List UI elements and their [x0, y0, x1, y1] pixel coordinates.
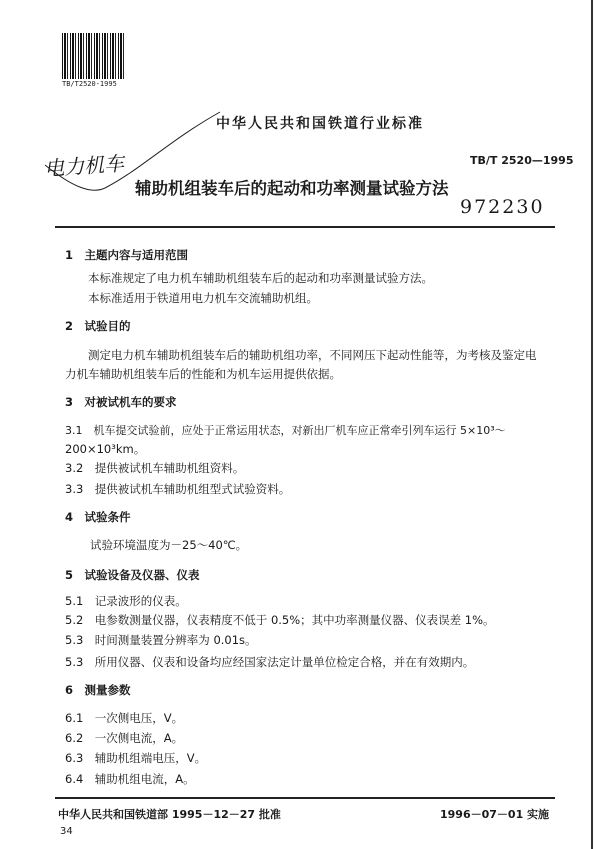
header-rule	[55, 226, 555, 228]
section-4-heading: 4 试验条件	[65, 510, 131, 524]
section-3-line: 200×10³km。	[65, 442, 146, 456]
approval-date: 中华人民共和国铁道部 1995－12－27 批准	[58, 808, 281, 821]
page-number: 34	[60, 826, 73, 837]
section-6-line: 6.1 一次侧电压，V。	[65, 711, 184, 725]
document-title: 辅助机组装车后的起动和功率测量试验方法	[135, 179, 449, 198]
section-3-line: 3.1 机车提交试验前，应处于正常运用状态，对新出厂机车应正常牵引列车运行 5×10³～	[65, 424, 506, 437]
section-3-heading: 3 对被试机车的要求	[65, 395, 177, 409]
section-3-line: 3.2 提供被试机车辅助机组资料。	[65, 461, 245, 475]
section-2-line: 测定电力机车辅助机组装车后的辅助机组功率，不同网压下起动性能等，为考核及鉴定电	[88, 348, 537, 362]
section-5-heading: 5 试验设备及仪器、仪表	[65, 568, 200, 582]
section-5-line: 5.3 时间测量装置分辨率为 0.01s。	[65, 633, 257, 647]
section-4-line: 试验环境温度为－25～40℃。	[90, 538, 248, 552]
stamp-number: 972230	[460, 196, 545, 218]
section-5-line: 5.2 电参数测量仪器，仪表精度不低于 0.5%；其中功率测量仪器、仪表误差 1%。	[65, 613, 495, 627]
section-3-line: 3.3 提供被试机车辅助机组型式试验资料。	[65, 482, 291, 496]
section-1-line: 本标准规定了电力机车辅助机组装车后的起动和功率测量试验方法。	[88, 271, 433, 285]
footer-rule	[55, 797, 555, 799]
section-6-heading: 6 测量参数	[65, 683, 131, 697]
handwritten-note: 电力机车	[43, 151, 125, 181]
section-1-line: 本标准适用于铁道用电力机车交流辅助机组。	[88, 291, 318, 305]
section-1-heading: 1 主题内容与适用范围	[65, 248, 189, 262]
section-6-line: 6.4 辅助机组电流，A。	[65, 772, 195, 786]
section-2-heading: 2 试验目的	[65, 319, 131, 333]
barcode	[62, 33, 126, 79]
section-5-line: 5.1 记录波形的仪表。	[65, 594, 187, 608]
section-6-line: 6.3 辅助机组端电压，V。	[65, 751, 207, 765]
standard-code: TB/T 2520—1995	[470, 154, 574, 167]
section-6-line: 6.2 一次侧电流，A。	[65, 731, 184, 745]
effective-date: 1996－07－01 实施	[440, 808, 550, 821]
section-2-line: 力机车辅助机组装车后的性能和为机车运用提供依据。	[65, 367, 341, 381]
standard-header: 中华人民共和国铁道行业标准	[216, 116, 424, 132]
section-5-line: 5.3 所用仪器、仪表和设备均应经国家法定计量单位检定合格，并在有效期内。	[65, 655, 475, 669]
barcode-label: TB/T2520-1995	[62, 80, 117, 88]
